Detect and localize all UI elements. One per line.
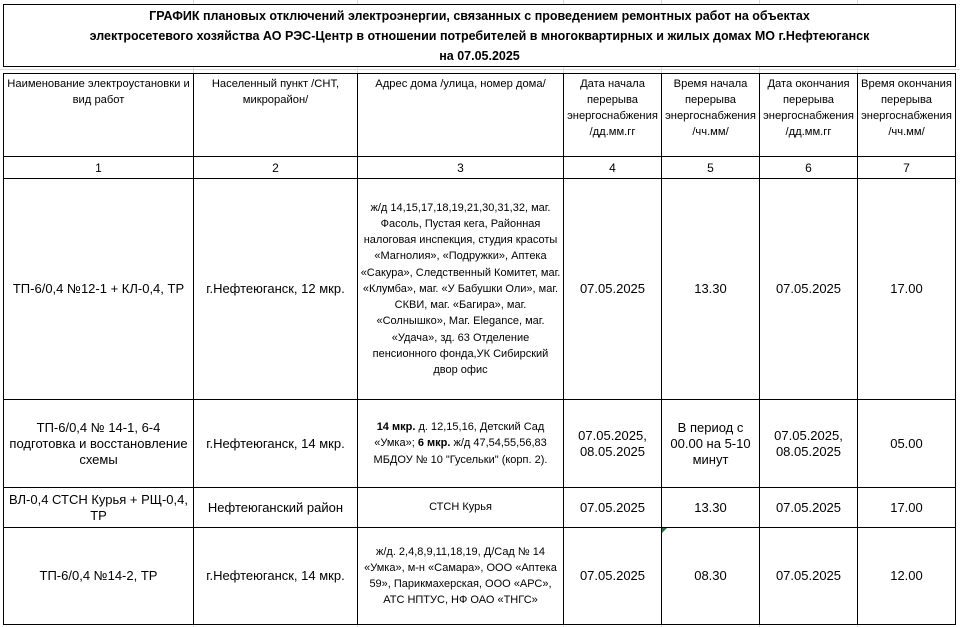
cell-installation[interactable]: ТП-6/0,4 №12-1 + КЛ-0,4, ТР xyxy=(4,179,194,400)
cell-end-time[interactable]: 05.00 xyxy=(858,400,956,488)
header-cell-end-time[interactable]: Время окончания перерыва энергоснабжения /чч.мм/ xyxy=(858,74,956,157)
header-cell-start-date[interactable]: Дата начала перерыва энергоснабжения /дд.мм.гг xyxy=(564,74,662,157)
cell-locality[interactable]: г.Нефтеюганск, 14 мкр. xyxy=(194,528,358,625)
cell-locality[interactable]: г.Нефтеюганск, 12 мкр. xyxy=(194,179,358,400)
cell-end-date[interactable]: 07.05.2025, 08.05.2025 xyxy=(760,400,858,488)
header-row xyxy=(4,74,956,157)
title-line-1: ГРАФИК плановых отключений электроэнергии, связанных с проведением ремонтных работ на объектах xyxy=(149,9,810,23)
cell-address[interactable]: СТСН Курья xyxy=(358,488,564,528)
title-line-2: электросетевого хозяйства АО РЭС-Центр в отношении потребителей в многоквартирных и жилых домах МО г.Нефтеюганск xyxy=(89,29,870,43)
cell-start-time[interactable]: 13.30 xyxy=(662,488,760,528)
cell-start-date[interactable]: 07.05.2025 xyxy=(564,528,662,625)
header-cell-installation[interactable]: Наименование электроустановки и вид работ xyxy=(4,74,194,157)
cell-start-time[interactable]: В период с 00.00 на 5-10 минут xyxy=(662,400,760,488)
cell-start-time[interactable]: 13.30 xyxy=(662,179,760,400)
cell-address[interactable] xyxy=(358,400,564,488)
cell-end-date[interactable]: 07.05.2025 xyxy=(760,488,858,528)
cell-comment-indicator-icon[interactable] xyxy=(662,528,667,533)
cell-installation[interactable]: ТП-6/0,4 №14-2, ТР xyxy=(4,528,194,625)
column-number-cell[interactable]: 3 xyxy=(358,157,564,179)
address-text-part: д. 12,15,16, Детский Сад «Умка»; xyxy=(374,421,545,450)
cell-start-time[interactable]: 08.30 xyxy=(662,528,760,625)
address-text-part: ж/д 47,54,55,56,83 МБДОУ № 10 "Гусельки" (корп. 2). xyxy=(373,437,548,466)
column-number-cell[interactable]: 4 xyxy=(564,157,662,179)
table-row xyxy=(4,528,956,625)
cell-installation[interactable]: ВЛ-0,4 СТСН Курья + РЩ-0,4, ТР xyxy=(4,488,194,528)
outage-schedule-table xyxy=(3,73,956,625)
cell-end-time[interactable]: 17.00 xyxy=(858,179,956,400)
cell-start-date[interactable]: 07.05.2025 xyxy=(564,179,662,400)
cell-address[interactable]: ж/д 14,15,17,18,19,21,30,31,32, маг. Фасоль, Пустая кега, Районная налоговая инспекция, студия красоты «Магнолия», «Подружки», Аптека «Сакура», Следственный Комитет, маг. «Клумба», маг. «У Бабушки Оли», маг. СКВИ, маг. «Багира», маг. «Солнышко», Маг. Elegance, маг. «Удача», зд. 63 Отделение пенсионного фонда,УК Сибирский двор офис xyxy=(358,179,564,400)
cell-end-date[interactable]: 07.05.2025 xyxy=(760,179,858,400)
address-bold-part: 6 мкр. xyxy=(417,437,451,450)
header-cell-address[interactable]: Адрес дома /улица, номер дома/ xyxy=(358,74,564,157)
cell-end-time[interactable]: 12.00 xyxy=(858,528,956,625)
header-cell-end-date[interactable]: Дата окончания перерыва энергоснабжения /дд.мм.гг xyxy=(760,74,858,157)
cell-end-time[interactable]: 17.00 xyxy=(858,488,956,528)
cell-start-date[interactable]: 07.05.2025 xyxy=(564,488,662,528)
cell-start-date[interactable]: 07.05.2025, 08.05.2025 xyxy=(564,400,662,488)
gridline xyxy=(0,69,960,70)
column-number-cell[interactable]: 7 xyxy=(858,157,956,179)
table-row xyxy=(4,179,956,400)
column-number-cell[interactable]: 5 xyxy=(662,157,760,179)
cell-locality[interactable]: Нефтеюганский район xyxy=(194,488,358,528)
header-cell-locality[interactable]: Населенный пункт /СНТ, микрорайон/ xyxy=(194,74,358,157)
schedule-title[interactable] xyxy=(3,4,956,67)
table-row xyxy=(4,400,956,488)
cell-locality[interactable]: г.Нефтеюганск, 14 мкр. xyxy=(194,400,358,488)
cell-address[interactable]: ж/д. 2,4,8,9,11,18,19, Д/Сад № 14 «Умка», м-н «Самара», ООО «Аптека 59», Парикмахерская, ООО «АРС», АТС НПТУС, НФ ОАО «ТНГС» xyxy=(358,528,564,625)
column-number-cell[interactable]: 2 xyxy=(194,157,358,179)
header-cell-start-time[interactable]: Время начала перерыва энергоснабжения /чч.мм/ xyxy=(662,74,760,157)
cell-end-date[interactable]: 07.05.2025 xyxy=(760,528,858,625)
address-bold-part: 14 мкр. xyxy=(376,421,416,434)
title-line-3: на 07.05.2025 xyxy=(439,49,520,63)
table-row xyxy=(4,488,956,528)
column-number-cell[interactable]: 6 xyxy=(760,157,858,179)
column-number-row xyxy=(4,157,956,179)
column-number-cell[interactable]: 1 xyxy=(4,157,194,179)
cell-installation[interactable]: ТП-6/0,4 № 14-1, 6-4 подготовка и восстановление схемы xyxy=(4,400,194,488)
